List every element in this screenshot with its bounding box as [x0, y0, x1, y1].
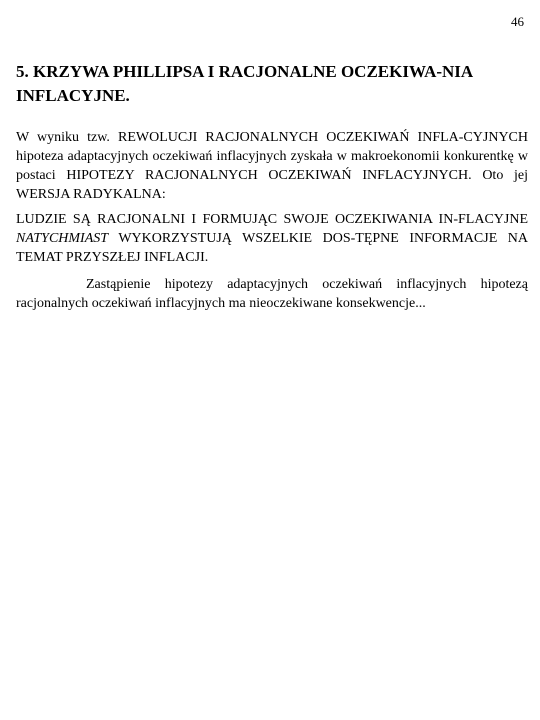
paragraph-intro: W wyniku tzw. REWOLUCJI RACJONALNYCH OCZEKIWAŃ INFLA-CYJNYCH hipoteza adaptacyjnych oczekiwań inflacyjnych zyskała w makroekonomii konkurentkę w postaci HIPOTEZY RACJONALNYCH OCZEKIWAŃ INFLACYJNYCH. Oto jej WERSJA RADYKALNA: [16, 130, 528, 202]
paragraph-radical-version [16, 210, 528, 267]
emphasis-natychmiast: NATYCHMIAST [16, 231, 109, 246]
section-title: 5. KRZYWA PHILLIPSA I RACJONALNE OCZEKIWA-NIA INFLACYJNE. [16, 62, 473, 105]
paragraph-radical-text-end: WYKORZYSTUJĄ WSZELKIE DOS-TĘPNE INFORMACJE NA TEMAT PRZYSZŁEJ INFLACJI. [16, 231, 528, 265]
document-body [16, 60, 528, 319]
page-number: 46 [511, 14, 524, 29]
paragraph-consequences: Zastąpienie hipotezy adaptacyjnych oczekiwań inflacyjnych hipotezą racjonalnych oczekiwań inflacyjnych ma nieoczekiwane konsekwencje... [16, 277, 528, 311]
paragraph-radical-text-start: LUDZIE SĄ RACJONALNI I FORMUJĄC SWOJE OCZEKIWANIA IN-FLACYJNE [16, 212, 528, 227]
